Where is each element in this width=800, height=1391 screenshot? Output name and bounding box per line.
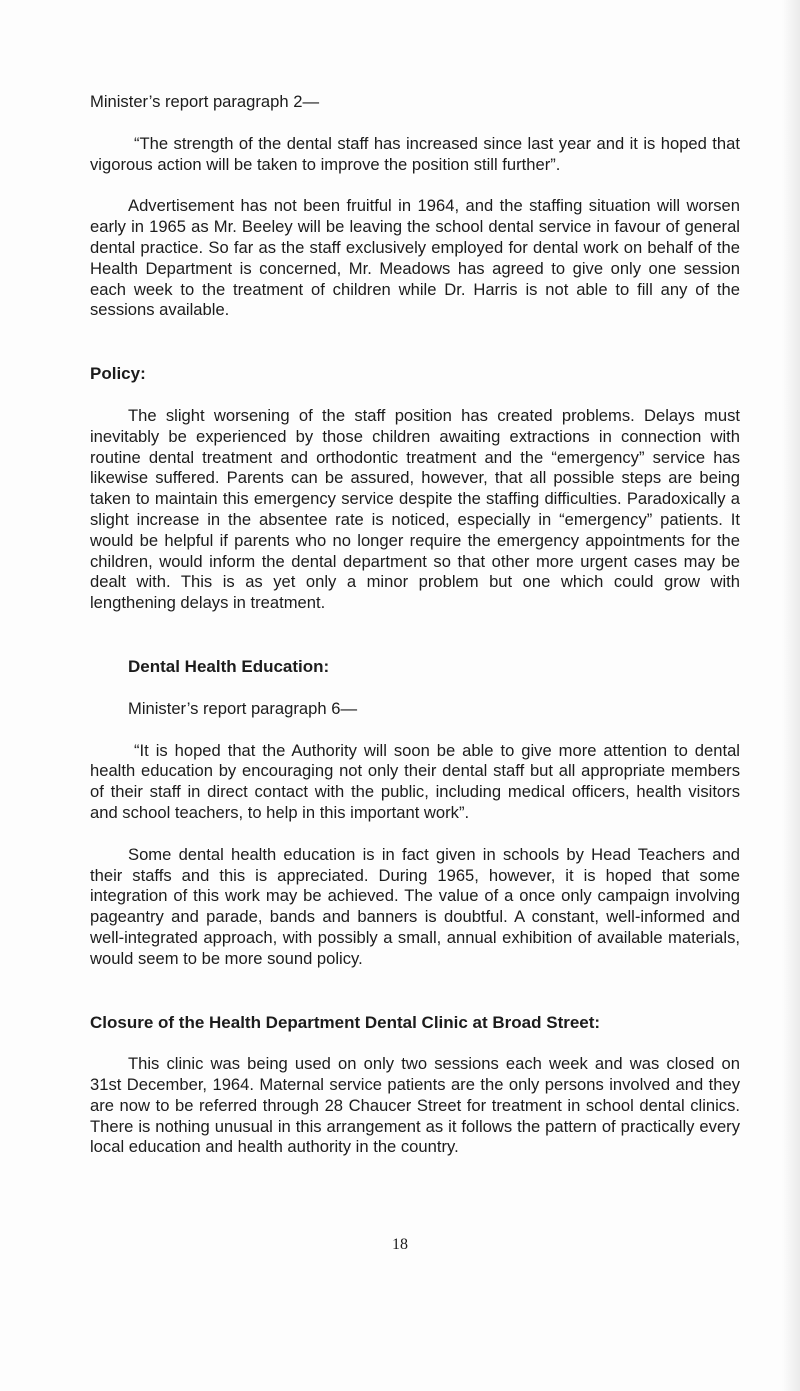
- intro-heading: Minister’s report paragraph 2—: [90, 92, 320, 111]
- document-body: [90, 92, 740, 1179]
- clinic-closure-paragraph: This clinic was being used on only two sessions each week and was closed on 31st December, 1964. Maternal service patients are the only persons involved and they are now to be referred through 28 Chaucer Street for treatment in school dental clinics. There is nothing unusual in this arrangement as it follows the pattern of practically every local education and health authority in the country.: [90, 1054, 740, 1157]
- staffing-paragraph: Advertisement has not been fruitful in 1964, and the staffing situation will worsen early in 1965 as Mr. Beeley will be leaving the school dental service in favour of general dental practice. So far as the staff exclusively employed for dental work on behalf of the Health Department is concerned, Mr. Meadows has agreed to give only one session each week to the treatment of children while Dr. Harris is not able to fill any of the sessions available.: [90, 196, 740, 320]
- policy-heading: Policy:: [90, 364, 146, 384]
- page-number: 18: [392, 1236, 408, 1253]
- page-edge-shadow: [782, 0, 800, 1391]
- policy-paragraph: The slight worsening of the staff position has created problems. Delays must inevitably be experienced by those children awaiting extractions in connection with routine dental treatment and orthodontic treatment and the “emergency” service has likewise suffered. Parents can be assured, however, that all possible steps are being taken to maintain this emergency service despite the staffing difficulties. Paradoxically a slight increase in the absentee rate is noticed, especially in “emergency” patients. It would be helpful if parents who no longer require the emergency appointments for the children, would inform the dental department so that other more urgent cases may be dealt with. This is as yet only a minor problem but one which could grow with lengthening delays in treatment.: [90, 405, 740, 613]
- clinic-closure-heading: Closure of the Health Department Dental Clinic at Broad Street:: [90, 1012, 601, 1032]
- minister-report-paragraph-6-heading: Minister’s report paragraph 6—: [128, 698, 358, 718]
- quote-paragraph-6: “It is hoped that the Authority will soon be able to give more attention to dental health education by encouraging not only their dental staff but all appropriate members of their staff in direct contact with the public, including medical officers, health visitors and school teachers, to help in this important work”.: [90, 740, 740, 822]
- dental-health-education-paragraph: Some dental health education is in fact given in schools by Head Teachers and their staffs and this is appreciated. During 1965, however, it is hoped that some integration of this work may be achieved. The value of a once only campaign involving pageantry and parade, bands and banners is doubtful. A constant, well-informed and well-integrated approach, with possibly a small, annual exhibition of available materials, would seem to be more sound policy.: [90, 844, 740, 968]
- quote-paragraph-2: “The strength of the dental staff has increased since last year and it is hoped that vigorous action will be taken to improve the position still further”.: [90, 133, 740, 174]
- dental-health-education-heading: Dental Health Education:: [128, 656, 330, 676]
